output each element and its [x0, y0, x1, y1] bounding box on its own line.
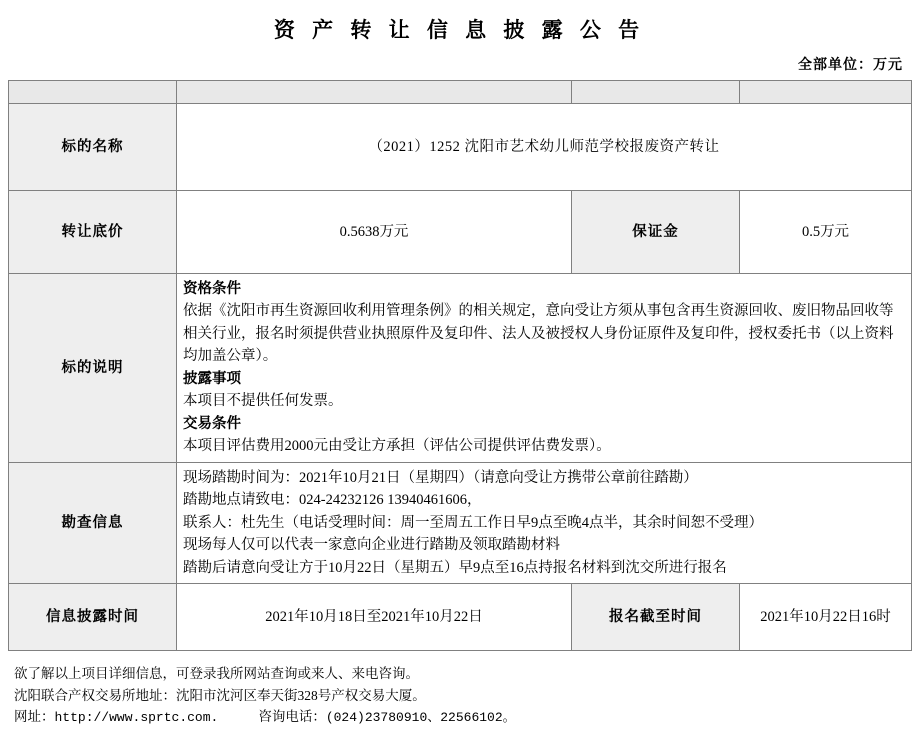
footer-line-3	[14, 706, 911, 729]
row-label-survey: 勘查信息	[9, 462, 177, 583]
row-label-name: 标的名称	[9, 104, 177, 191]
row-value-description	[177, 274, 912, 463]
footer-line-1: 欲了解以上项目详细信息，可登录我所网站查询或来人、来电咨询。	[14, 666, 419, 682]
qualification-text: 依据《沈阳市再生资源回收利用管理条例》的相关规定，意向受让方须从事包含再生资源回收、废旧物品回收等相关行业，报名时须提供营业执照原件及复印件、法人及被授权人身份证原件及复印件，授权委托书（以上资料均加盖公章）。	[183, 303, 894, 365]
table-row-survey	[9, 462, 912, 583]
qualification-title: 资格条件	[183, 281, 241, 297]
header-strip-cell-2	[177, 81, 572, 104]
footer-tel-label: 咨询电话：	[258, 709, 326, 725]
survey-line: 踏勘地点请致电：024-24232126 13940461606，	[183, 492, 482, 509]
row-value-deposit: 0.5万元	[740, 191, 912, 274]
page-title: 资 产 转 让 信 息 披 露 公 告	[273, 18, 646, 42]
row-value-disclosure-time: 2021年10月18日至2021年10月22日	[177, 584, 572, 651]
disclosure-text: 本项目不提供任何发票。	[183, 393, 343, 410]
document-page	[0, 14, 919, 741]
row-value-deadline: 2021年10月22日16时	[740, 584, 912, 651]
row-value-price: 0.5638万元	[177, 191, 572, 274]
row-label-deposit: 保证金	[572, 191, 740, 274]
row-label-deadline: 报名截至时间	[572, 584, 740, 651]
table-row-disclosure-time	[9, 584, 912, 651]
survey-line: 踏勘后请意向受让方于10月22日（星期五）早9点至16点持报名材料到沈交所进行报名	[183, 559, 727, 576]
header-strip-cell-1	[9, 81, 177, 104]
table-row-name	[9, 104, 912, 191]
header-strip-cell-3	[572, 81, 740, 104]
table-row-price	[9, 191, 912, 274]
disclosure-title: 披露事项	[183, 370, 241, 387]
footer-tel-number: (024)23780910、22566102。	[325, 710, 516, 726]
row-label-price: 转让底价	[9, 191, 177, 274]
trade-title: 交易条件	[183, 415, 241, 432]
survey-line: 现场每人仅可以代表一家意向企业进行踏勘及领取踏勘材料	[183, 537, 560, 554]
footer-line-2: 沈阳联合产权交易所地址：沈阳市沈河区奉天街328号产权交易大厦。	[14, 687, 426, 703]
trade-text: 本项目评估费用2000元由受让方承担（评估公司提供评估费发票）。	[183, 438, 611, 455]
header-strip-cell-4	[740, 81, 912, 104]
row-value-name: （2021）1252 沈阳市艺术幼儿师范学校报废资产转让	[177, 104, 912, 191]
survey-line: 现场踏勘时间为：2021年10月21日（星期四）（请意向受让方携带公章前往踏勘）	[183, 469, 698, 486]
table-row-description	[9, 274, 912, 463]
row-label-description: 标的说明	[9, 274, 177, 463]
unit-note: 全部单位：万元	[798, 58, 903, 73]
table-header-strip	[9, 81, 912, 104]
row-value-survey	[177, 462, 912, 583]
footer-notes	[8, 663, 911, 729]
survey-line: 联系人：杜先生（电话受理时间：周一至周五工作日早9点至晚4点半，其余时间恕不受理）	[183, 514, 763, 531]
footer-website-label: 网址：	[14, 709, 55, 725]
row-label-disclosure-time: 信息披露时间	[9, 584, 177, 651]
footer-website-url: http://www.sprtc.com.	[54, 710, 219, 726]
disclosure-table	[8, 80, 912, 651]
